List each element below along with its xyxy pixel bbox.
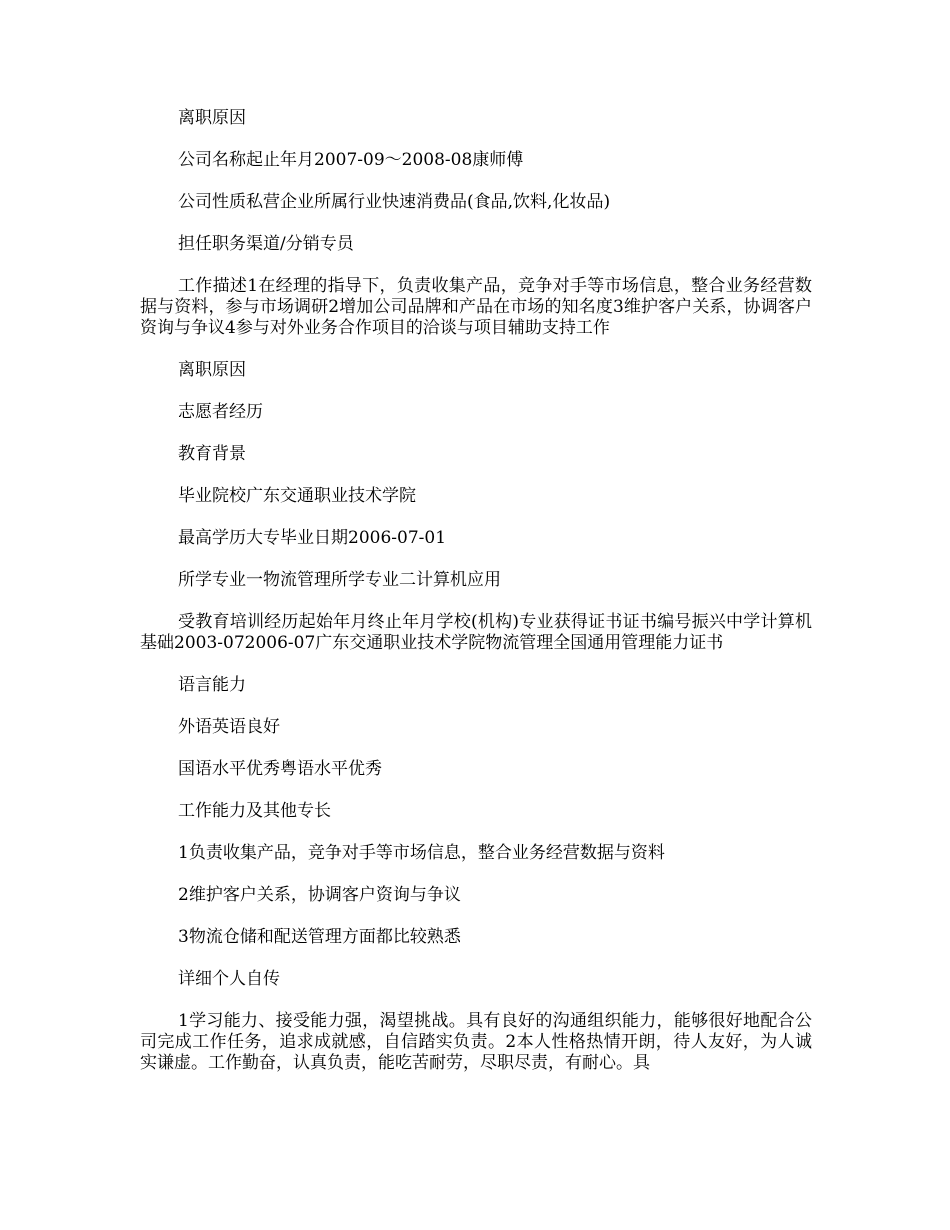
paragraph-foreign-language: 外语英语良好 bbox=[178, 717, 280, 737]
paragraph-company-dates: 公司名称起止年月2007-09～2008-08康师傅 bbox=[178, 150, 524, 170]
paragraph-job-description: 工作描述1在经理的指导下，负责收集产品，竞争对手等市场信息，整合业务经营数据与资料，参与市场调研2增加公司品牌和产品在市场的知名度3维护客户关系，协调客户资询与争议4参与对外业务合作项目的洽谈与项目辅助支持工作 bbox=[140, 276, 812, 338]
paragraph-position: 担任职务渠道/分销专员 bbox=[178, 234, 354, 254]
paragraph-skill-1: 1负责收集产品，竞争对手等市场信息，整合业务经营数据与资料 bbox=[178, 843, 665, 863]
heading-language: 语言能力 bbox=[178, 675, 246, 695]
paragraph-degree: 最高学历大专毕业日期2006-07-01 bbox=[178, 528, 447, 548]
paragraph-training: 受教育培训经历起始年月终止年月学校(机构)专业获得证书证书编号振兴中学计算机基础2003-072006-07广东交通职业技术学院物流管理全国通用管理能力证书 bbox=[140, 612, 812, 653]
heading-autobiography: 详细个人自传 bbox=[178, 969, 280, 989]
paragraph-mandarin-cantonese: 国语水平优秀粤语水平优秀 bbox=[178, 759, 382, 779]
paragraph-skill-3: 3物流仓储和配送管理方面都比较熟悉 bbox=[178, 927, 461, 947]
heading-education: 教育背景 bbox=[178, 444, 246, 464]
paragraph-leave-reason-1: 离职原因 bbox=[178, 108, 246, 128]
heading-volunteer: 志愿者经历 bbox=[178, 402, 263, 422]
paragraph-leave-reason-2: 离职原因 bbox=[178, 360, 246, 380]
paragraph-autobiography: 1学习能力、接受能力强，渴望挑战。具有良好的沟通组织能力，能够很好地配合公司完成工作任务，追求成就感，自信踏实负责。2本人性格热情开朗，待人友好，为人诚实谦虚。工作勤奋，认真负责，能吃苦耐劳，尽职尽责，有耐心。具 bbox=[140, 1011, 812, 1073]
paragraph-school: 毕业院校广东交通职业技术学院 bbox=[178, 486, 416, 506]
paragraph-majors: 所学专业一物流管理所学专业二计算机应用 bbox=[178, 570, 501, 590]
paragraph-skill-2: 2维护客户关系，协调客户资询与争议 bbox=[178, 885, 461, 905]
document-body bbox=[140, 108, 812, 1095]
heading-skills: 工作能力及其他专长 bbox=[178, 801, 331, 821]
paragraph-company-nature: 公司性质私营企业所属行业快速消费品(食品,饮料,化妆品) bbox=[178, 192, 611, 212]
